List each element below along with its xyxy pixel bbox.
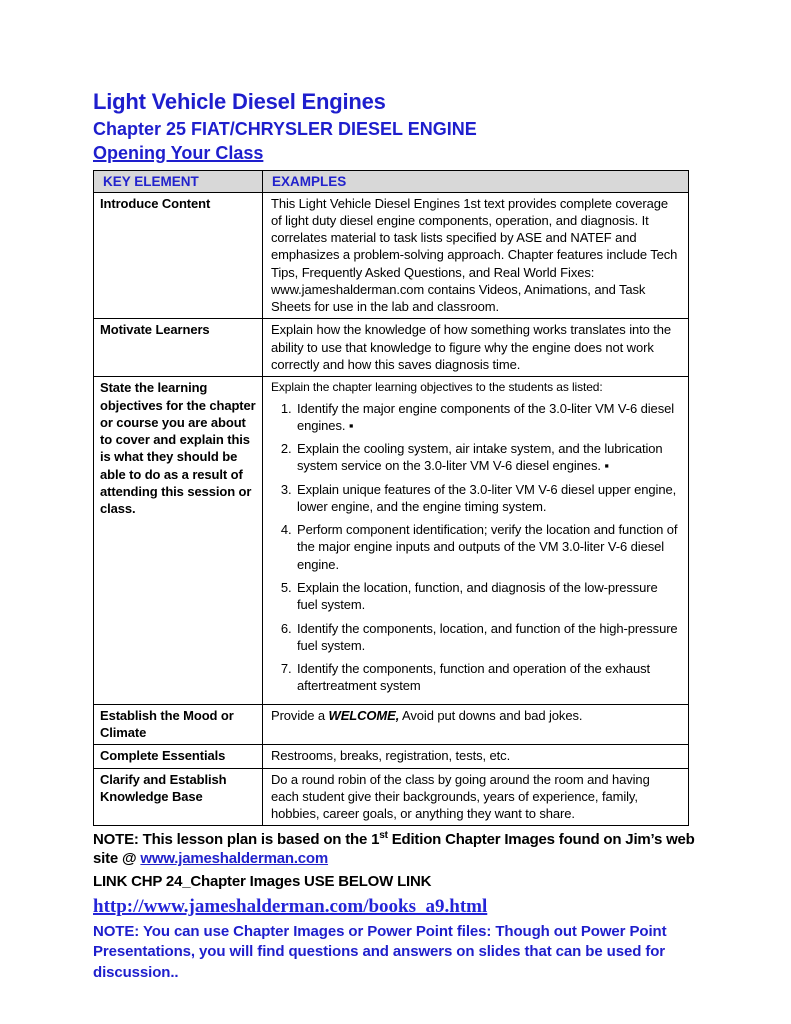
row-example-clarify-knowledge: Do a round robin of the class by going around the room and having each student give their backgrounds, years of experience, family, hobbies, career goals, or anything they want to share. xyxy=(263,768,689,826)
objectives-list xyxy=(271,400,680,695)
row-key-complete-essentials: Complete Essentials xyxy=(94,745,263,768)
example-text: Provide a xyxy=(271,707,329,723)
lesson-plan-table xyxy=(93,170,689,827)
footer-notes xyxy=(93,830,697,983)
row-key-establish-mood: Establish the Mood or Climate xyxy=(94,704,263,745)
superscript-st: st xyxy=(379,830,388,842)
table-row xyxy=(94,319,689,377)
objective-item: 4. Perform component identification; verify the location and function of the major engine inputs and outputs of the VM 3.0-liter V-6 diesel engine. xyxy=(295,521,680,573)
table-row xyxy=(94,745,689,768)
row-example-complete-essentials: Restrooms, breaks, registration, tests, etc. xyxy=(263,745,689,768)
row-example-learning-objectives xyxy=(263,377,689,704)
document-title: Light Vehicle Diesel Engines xyxy=(93,89,386,114)
books-a9-url-link[interactable]: http://www.jameshalderman.com/books_a9.html xyxy=(93,895,488,917)
row-key-clarify-knowledge: Clarify and Establish Knowledge Base xyxy=(94,768,263,826)
table-row xyxy=(94,768,689,826)
objective-item: 1. Identify the major engine components of the 3.0-liter VM V-6 diesel engines. ▪ xyxy=(295,400,680,435)
row-key-learning-objectives: State the learning objectives for the chapter or course you are about to cover and explain this is what they should be able to do as a result of attending this session or class. xyxy=(94,377,263,704)
jameshalderman-link[interactable]: www.jameshalderman.com xyxy=(140,850,329,868)
section-heading: Opening Your Class xyxy=(93,143,264,163)
powerpoint-note: NOTE: You can use Chapter Images or Power Point files: Though out Power Point Presentations, you will find questions and answers on slides that can be used for discussion.. xyxy=(93,922,667,981)
column-header-examples: EXAMPLES xyxy=(263,170,689,192)
table-header-row xyxy=(94,170,689,192)
row-key-motivate-learners: Motivate Learners xyxy=(94,319,263,377)
chapter-heading: Chapter 25 FIAT/CHRYSLER DIESEL ENGINE xyxy=(93,118,477,139)
welcome-emphasis: WELCOME, xyxy=(328,707,400,723)
example-text: Avoid put downs and bad jokes. xyxy=(399,707,583,723)
row-example-introduce-content: This Light Vehicle Diesel Engines 1st text provides complete coverage of light duty diesel engine components, operation, and diagnosis. It correlates material to task lists specified by ASE and NATEF and emphasizes a problem-solving approach. Chapter features include Tech Tips, Frequently Asked Questions, and Real World Fixes: www.jameshalderman.com contains Videos, Animations, and Task Sheets for use in the lab and classroom. xyxy=(263,192,689,319)
edition-note xyxy=(93,830,697,868)
row-example-establish-mood xyxy=(263,704,689,745)
objective-item: 6. Identify the components, location, and function of the high-pressure fuel system. xyxy=(295,620,680,655)
note-text: Edition Chapter Images found on Jim’s web site @ xyxy=(93,831,695,868)
link-chp24-line: LINK CHP 24_Chapter Images USE BELOW LINK xyxy=(93,872,432,890)
table-row xyxy=(94,704,689,745)
objective-item: 3. Explain unique features of the 3.0-liter VM V-6 diesel upper engine, lower engine, and the engine timing system. xyxy=(295,481,680,516)
objective-item: 5. Explain the location, function, and diagnosis of the low-pressure fuel system. xyxy=(295,579,680,614)
table-row xyxy=(94,377,689,704)
objective-item: 7. Identify the components, function and operation of the exhaust aftertreatment system xyxy=(295,660,680,695)
objectives-intro: Explain the chapter learning objectives to the students as listed: xyxy=(271,380,603,395)
column-header-key-element: KEY ELEMENT xyxy=(94,170,263,192)
objective-item: 2. Explain the cooling system, air intake system, and the lubrication system service on the 3.0-liter VM V-6 diesel engines. ▪ xyxy=(295,440,680,475)
note-text: NOTE: This lesson plan is based on the 1 xyxy=(93,831,380,849)
row-example-motivate-learners: Explain how the knowledge of how something works translates into the ability to use that knowledge to figure why the engine does not work correctly and how this saves diagnosis time. xyxy=(263,319,689,377)
table-row xyxy=(94,192,689,319)
row-key-introduce-content: Introduce Content xyxy=(94,192,263,319)
